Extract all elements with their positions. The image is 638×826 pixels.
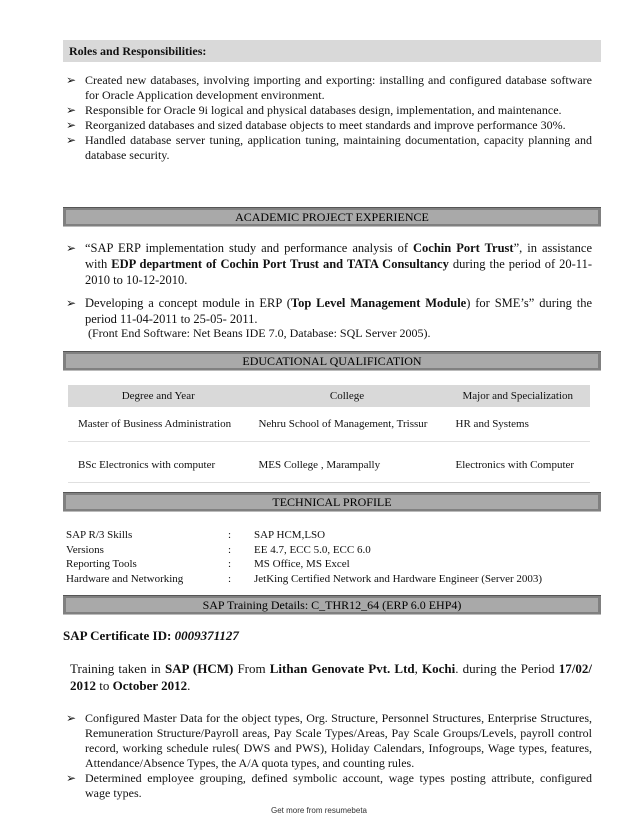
training-list [66, 711, 592, 801]
list-item: Versions : EE 4.7, ECC 5.0, ECC 6.0 [66, 543, 371, 556]
roles-heading-bar [63, 40, 601, 62]
list-item: ➢ Configured Master Data for the object types, Org. Structure, Personnel Structures, Enterprise Structures, Remuneration Structure/Payroll areas, Pay Scale Types/Areas, Pay Scale Groups/Levels, payroll control record, working schedule rules( DWS and PWS), Holiday Calendars, Infogroups, Wage types, features, Attendance/Absence Types, the A/A quota types, and counting rules. [66, 711, 592, 770]
table-cell: Nehru School of Management, Trissur [248, 407, 445, 442]
list-item: Reporting Tools : MS Office, MS Excel [66, 558, 350, 570]
list-item: SAP R/3 Skills : SAP HCM,LSO [66, 529, 326, 541]
footer-text: Get more from resumebeta [270, 806, 368, 815]
technical-heading: TECHNICAL PROFILE [272, 495, 392, 509]
column-header: College [248, 385, 445, 407]
academic-note: (Front End Software: Net Beans IDE 7.0, Database: SQL Server 2005). [88, 326, 431, 340]
table-row [68, 407, 590, 442]
training-summary: Training taken in SAP (HCM) From Lithan Genovate Pvt. Ltd, Kochi. during the Period 17/02/ 2012 to October 2012. [70, 661, 592, 693]
training-heading-bar [63, 595, 601, 615]
roles-list [66, 73, 592, 163]
table-row [68, 448, 590, 483]
list-item: Hardware and Networking : JetKing Certified Network and Hardware Engineer (Server 2003) [66, 572, 543, 585]
list-item: ➢ Handled database server tuning, application tuning, maintaining documentation, capacity planning and database security. [66, 133, 592, 162]
table-cell: Electronics with Computer [446, 448, 590, 483]
list-item: ➢ Reorganized databases and sized database objects to meet standards and improve performance 30%. [66, 118, 566, 132]
roles-heading: Roles and Responsibilities: [69, 44, 207, 58]
arrow-bullet-icon: ➢ [66, 241, 77, 255]
list-item: ➢ Determined employee grouping, defined symbolic account, wage types posting attribute, configured wage types. [66, 771, 592, 800]
arrow-bullet-icon: ➢ [66, 771, 77, 785]
arrow-bullet-icon: ➢ [66, 296, 77, 310]
list-item: ➢ Created new databases, involving importing and exporting: installing and configured database software for Oracle Application development environment. [66, 73, 592, 102]
list-item: ➢ “SAP ERP implementation study and performance analysis of Cochin Port Trust”, in assistance with EDP department of Cochin Port Trust and TATA Consultancy during the period of 20-11-2010 to 10-12-2010. [66, 241, 592, 287]
education-table [68, 385, 590, 483]
technical-heading-bar [63, 492, 601, 512]
column-header: Degree and Year [68, 385, 248, 407]
column-header: Major and Specialization [446, 385, 590, 407]
certificate-id: SAP Certificate ID: 0009371127 [63, 628, 239, 643]
education-heading-bar [63, 351, 601, 371]
arrow-bullet-icon: ➢ [66, 73, 77, 87]
table-cell: MES College , Marampally [248, 448, 445, 483]
table-cell: BSc Electronics with computer [68, 448, 248, 483]
table-header-row [68, 385, 590, 407]
academic-list [66, 240, 592, 327]
training-heading: SAP Training Details: C_THR12_64 (ERP 6.0 EHP4) [202, 598, 462, 612]
academic-heading-bar [63, 207, 601, 227]
technical-profile [66, 528, 586, 586]
list-item: ➢ Responsible for Oracle 9i logical and physical databases design, implementation, and maintenance. [66, 103, 562, 117]
arrow-bullet-icon: ➢ [66, 711, 77, 725]
arrow-bullet-icon: ➢ [66, 103, 77, 117]
academic-heading: ACADEMIC PROJECT EXPERIENCE [235, 210, 429, 224]
arrow-bullet-icon: ➢ [66, 118, 77, 132]
list-item: ➢ Developing a concept module in ERP (Top Level Management Module) for SME’s” during the period 11-04-2011 to 25-05- 2011. [66, 296, 592, 326]
table-cell: HR and Systems [446, 407, 590, 442]
education-heading: EDUCATIONAL QUALIFICATION [242, 354, 422, 368]
table-cell: Master of Business Administration [68, 407, 248, 442]
arrow-bullet-icon: ➢ [66, 133, 77, 147]
